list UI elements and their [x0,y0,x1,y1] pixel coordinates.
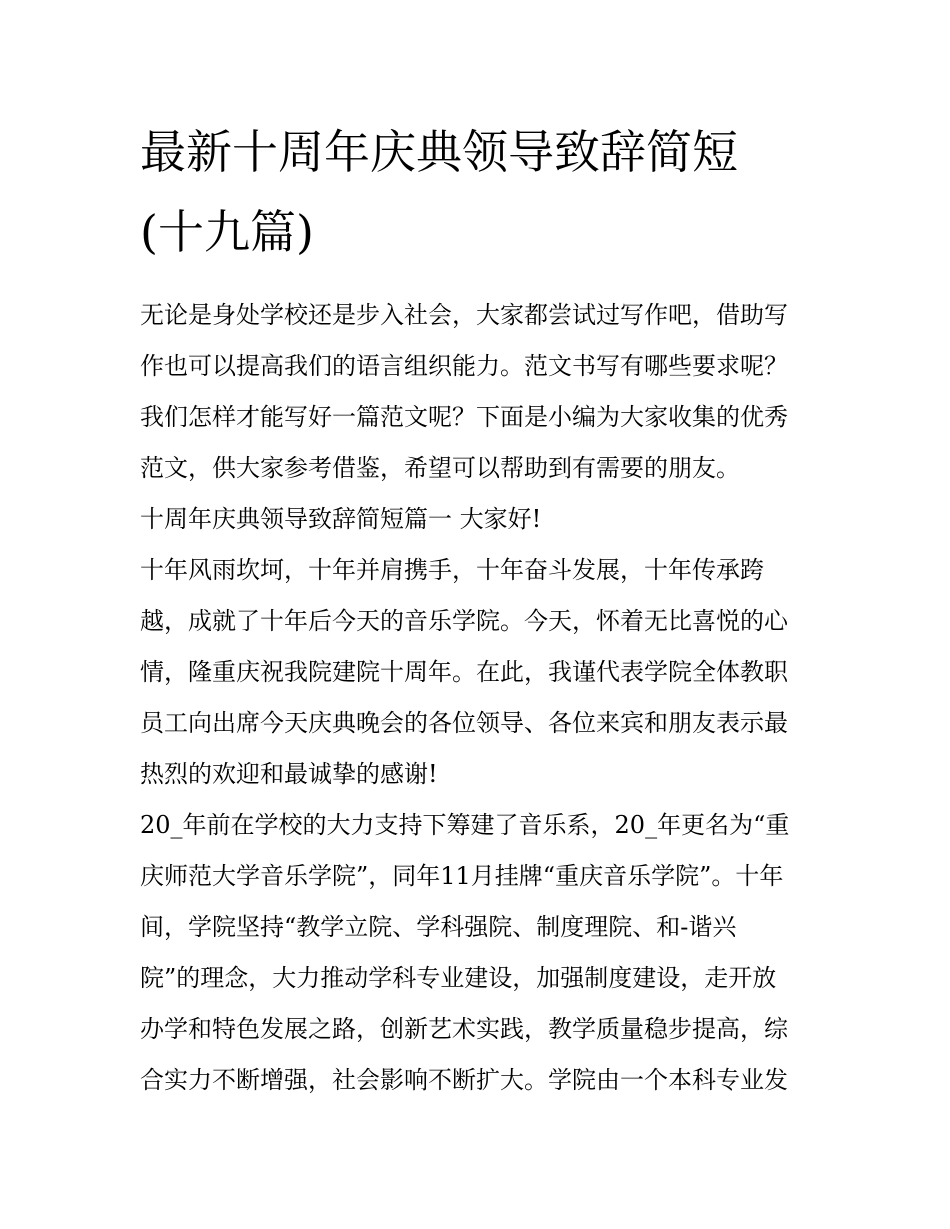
document-content [140,112,820,1106]
intro-paragraph [140,290,820,494]
text-line: 办学和特色发展之路，创新艺术实践，教学质量稳步提高，综 [140,1015,788,1043]
title-line: (十九篇) [140,205,314,259]
text-line: 院”的理念，大力推动学科专业建设，加强制度建设，走开放 [140,964,777,992]
title-line: 最新十周年庆典领导致辞简短 [140,125,738,179]
text-line: 庆师范大学音乐学院”，同年11月挂牌“重庆音乐学院”。十年 [140,862,784,890]
text-line: 合实力不断增强，社会影响不断扩大。学院由一个本科专业发 [140,1066,788,1094]
section-heading-paragraph [140,494,820,545]
text-line: 十周年庆典领导致辞简短篇一 大家好! [140,505,542,533]
text-line: 热烈的欢迎和最诚挚的感谢! [140,760,438,788]
speech-paragraph-1 [140,545,820,800]
text-line: 十年风雨坎坷，十年并肩携手，十年奋斗发展，十年传承跨 [140,556,764,584]
text-line: 我们怎样才能写好一篇范文呢？下面是小编为大家收集的优秀 [140,403,788,431]
speech-paragraph-2 [140,800,820,1106]
text-line: 无论是身处学校还是步入社会，大家都尝试过写作吧，借助写 [140,301,788,329]
text-line: 越，成就了十年后今天的音乐学院。今天，怀着无比喜悦的心 [140,607,788,635]
text-line: 20_年前在学校的大力支持下筹建了音乐系，20_年更名为“重 [140,811,790,839]
text-line: 范文，供大家参考借鉴，希望可以帮助到有需要的朋友。 [140,454,740,482]
document-title [140,112,820,272]
document-body [140,290,820,1106]
text-line: 间，学院坚持“教学立院、学科强院、制度理院、和-谐兴 [140,913,737,941]
text-line: 员工向出席今天庆典晚会的各位领导、各位来宾和朋友表示最 [140,709,788,737]
text-line: 作也可以提高我们的语言组织能力。范文书写有哪些要求呢？ [140,352,788,380]
text-line: 情，隆重庆祝我院建院十周年。在此，我谨代表学院全体教职 [140,658,788,686]
